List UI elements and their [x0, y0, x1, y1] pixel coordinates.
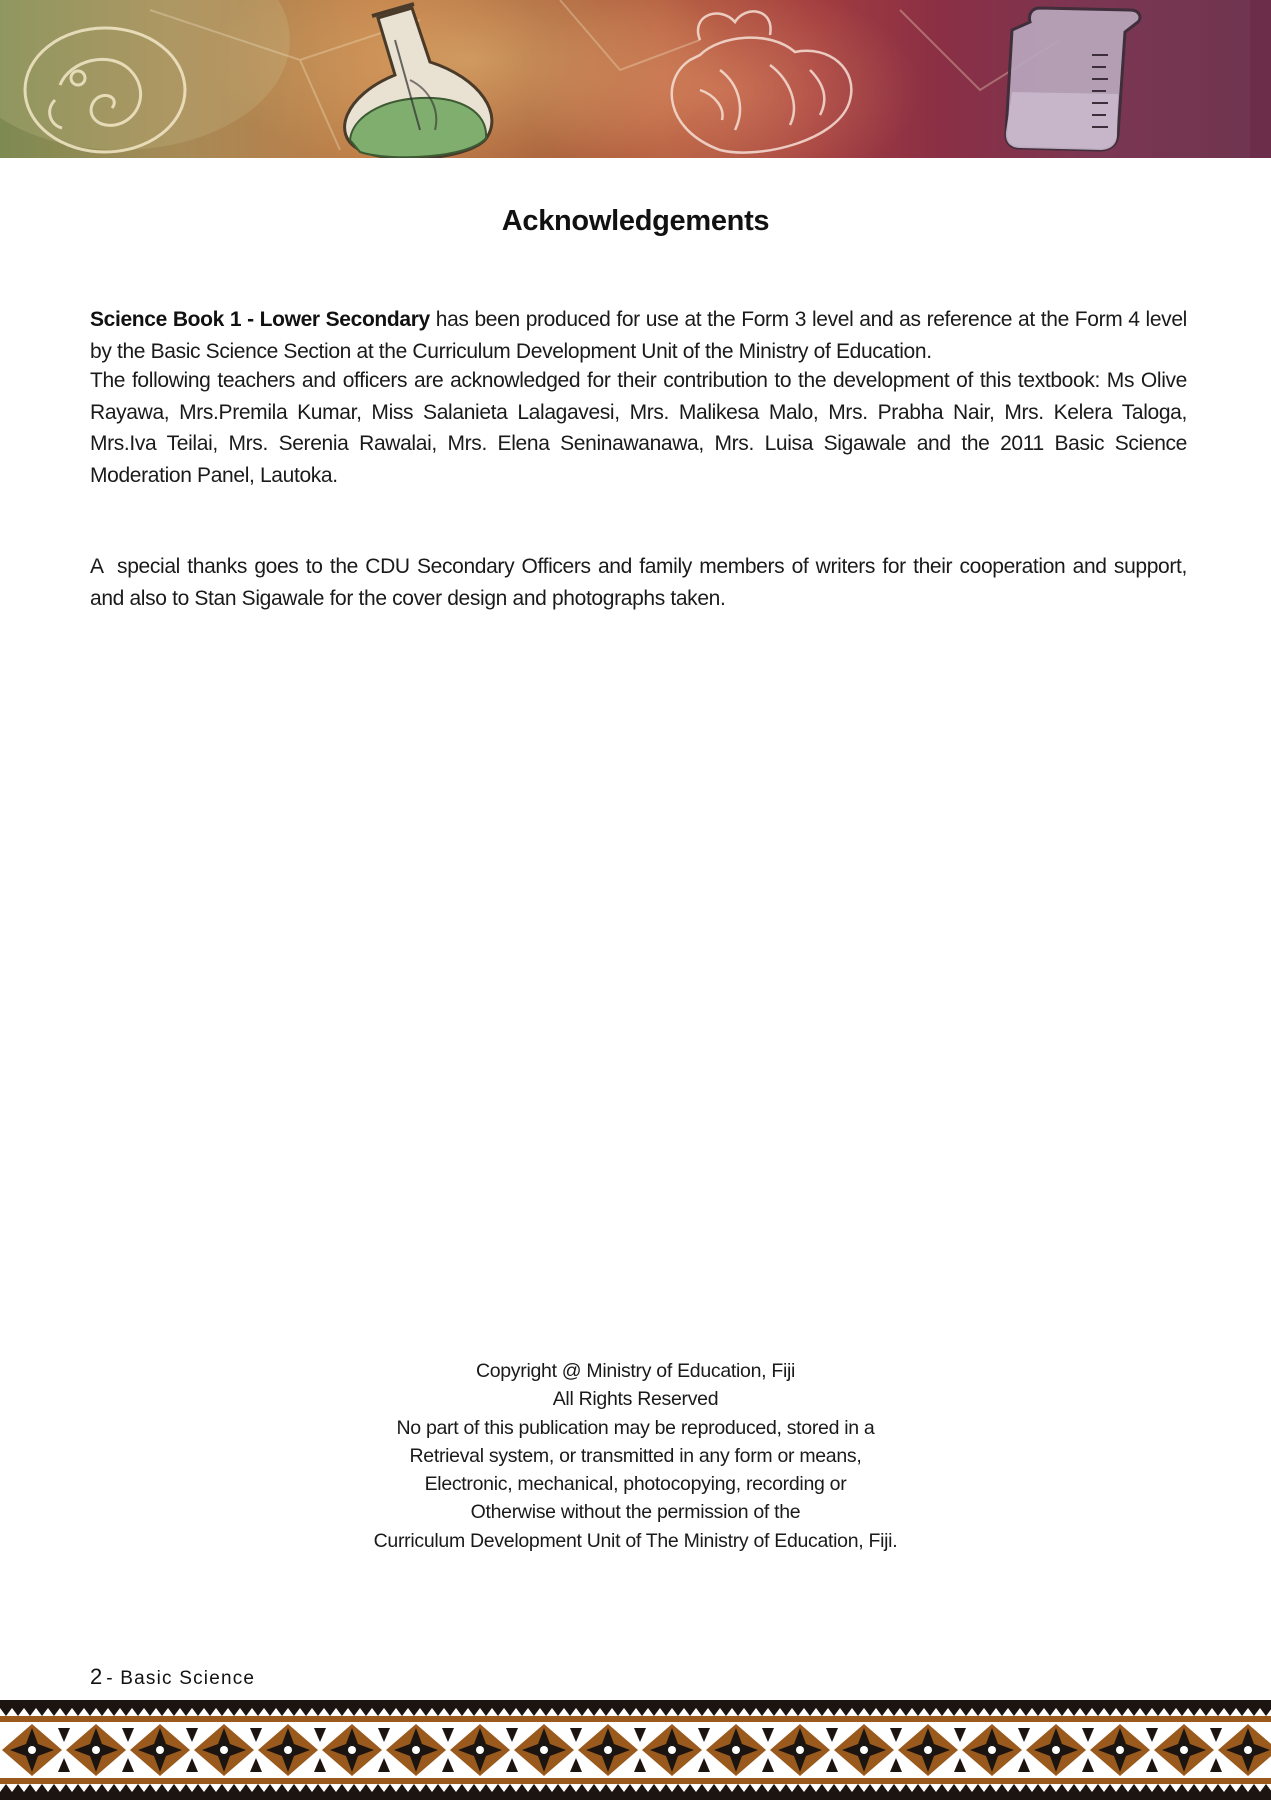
beaker-illustration: [1006, 8, 1140, 150]
contributors-paragraph: The following teachers and officers are acknowledged for their contribution to the development of this textbook: Ms Olive Rayawa, Mrs.Premila Kumar, Miss Salanieta Lalagavesi, Mrs. Malikesa Malo, Mrs. Prabha Nair, Mrs. Kelera Taloga, Mrs.Iva Teilai, Mrs. Serenia Rawalai, Mrs. Elena Seninawanawa, Mrs. Luisa Sigawale and the 2011 Basic Science Moderation Panel, Lautoka.: [90, 369, 1187, 487]
copyright-line: Copyright @ Ministry of Education, Fiji: [475, 1360, 796, 1382]
tapa-pattern: [0, 1700, 1271, 1800]
intro-paragraph-text: has been produced for use at the Form 3 level and as reference at the Form 4 level by the Basic Science Section at the Curriculum Development Unit of the Ministry of Education.: [90, 308, 1187, 363]
banner-artwork: [0, 0, 1271, 158]
copyright-line: Otherwise without the permission of the: [470, 1501, 801, 1524]
page-title: Acknowledgements: [501, 205, 770, 237]
copyright-notice: [0, 1357, 1271, 1555]
header-banner: [0, 0, 1271, 158]
page-footer: [90, 1664, 255, 1690]
book-title: Science Book 1 - Lower Secondary: [90, 308, 430, 331]
tapa-pattern-border: [0, 1700, 1271, 1800]
copyright-line: Electronic, mechanical, photocopying, recording or: [424, 1473, 847, 1496]
book-label: - Basic Science: [106, 1668, 256, 1689]
thanks-paragraph: A special thanks goes to the CDU Secondary Officers and family members of writers for their cooperation and support, and also to Stan Sigawale for the cover design and photographs taken.: [90, 555, 1193, 610]
copyright-line: Retrieval system, or transmitted in any form or means,: [409, 1444, 862, 1467]
copyright-line: No part of this publication may be reproduced, stored in a: [396, 1416, 875, 1439]
intro-paragraph: [90, 304, 1187, 367]
copyright-line: All Rights Reserved: [552, 1388, 719, 1411]
copyright-line: Curriculum Development Unit of The Ministry of Education, Fiji.: [373, 1529, 898, 1552]
page-number: 2: [90, 1664, 103, 1689]
